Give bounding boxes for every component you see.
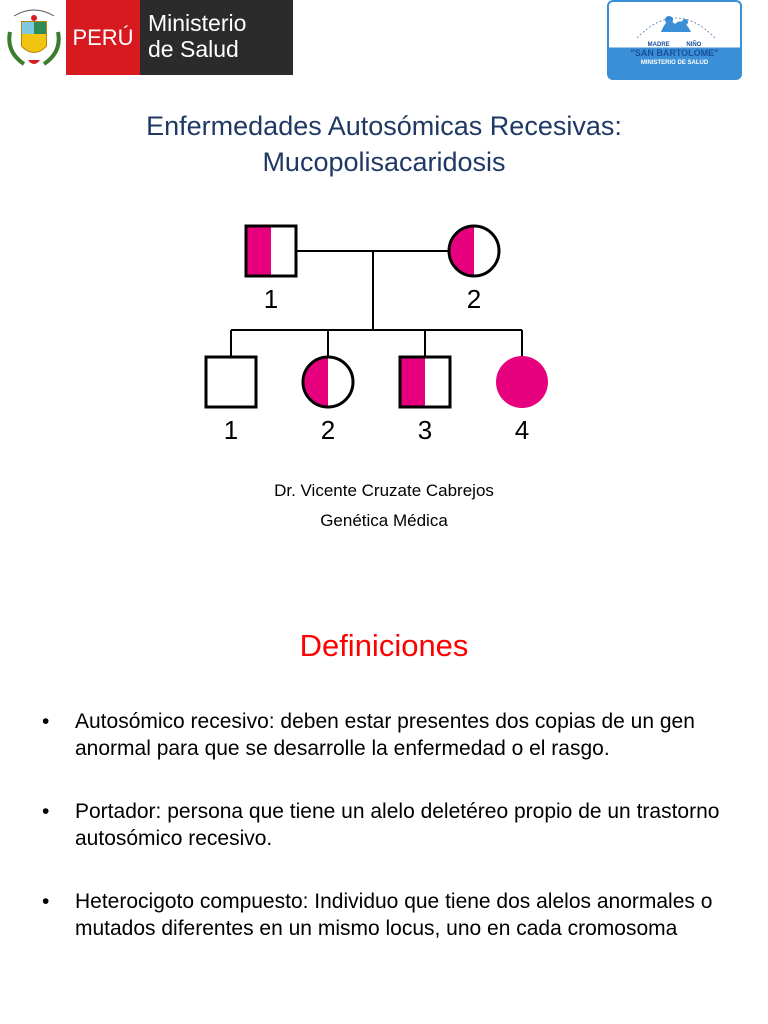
- pedigree-child-2: [303, 357, 353, 407]
- definitions-list: [40, 708, 730, 978]
- pedigree-child-2-label: 2: [320, 415, 336, 445]
- pedigree-parent-1-label: 1: [263, 284, 279, 314]
- author-block: [0, 476, 768, 536]
- pedigree-child-3-label: 3: [417, 415, 433, 445]
- definition-item: [40, 708, 730, 762]
- hospital-mother-child: MADRE NIÑO: [647, 42, 702, 48]
- definition-item: [40, 888, 730, 942]
- pedigree-parent-1: [246, 226, 296, 276]
- author-specialty: Genética Médica: [320, 511, 448, 530]
- definition-item: [40, 798, 730, 852]
- hospital-ministry: MINISTERIO DE SALUD: [640, 60, 709, 66]
- bullet-icon: •: [42, 890, 50, 913]
- hospital-name: "SAN BARTOLOME": [630, 48, 719, 58]
- ministry-line1: Ministerio: [148, 10, 247, 36]
- slide-title-line1: Enfermedades Autosómicas Recesivas:: [146, 111, 622, 141]
- bullet-icon: •: [42, 710, 50, 733]
- pedigree-chart: [0, 0, 768, 460]
- author-name: Dr. Vicente Cruzate Cabrejos: [274, 481, 494, 500]
- peru-label: PERÚ: [66, 0, 140, 75]
- bullet-icon: •: [42, 800, 50, 823]
- definitions-title: Definiciones: [299, 628, 469, 663]
- pedigree-child-4-label: 4: [514, 415, 530, 445]
- definitions-slide: [0, 600, 768, 1024]
- pedigree-child-3: [400, 357, 450, 407]
- pedigree-child-1-label: 1: [223, 415, 239, 445]
- definition-text: Autosómico recesivo: deben estar presentes dos copias de un gen anormal para que se desarrolle la enfermedad o el rasgo.: [75, 710, 695, 760]
- pedigree-child-1: [206, 357, 256, 407]
- ministry-line2: de Salud: [148, 36, 239, 62]
- definition-text: Portador: persona que tiene un alelo deletéreo propio de un trastorno autosómico recesivo.: [75, 800, 720, 850]
- slide-title-line2: Mucopolisacaridosis: [262, 147, 506, 177]
- pedigree-parent-2-label: 2: [466, 284, 482, 314]
- pedigree-child-4: [496, 356, 548, 408]
- definition-text: Heterocigoto compuesto: Individuo que tiene dos alelos anormales o mutados diferentes en un mismo locus, uno en cada cromosoma: [75, 890, 713, 940]
- pedigree-parent-2: [449, 226, 499, 276]
